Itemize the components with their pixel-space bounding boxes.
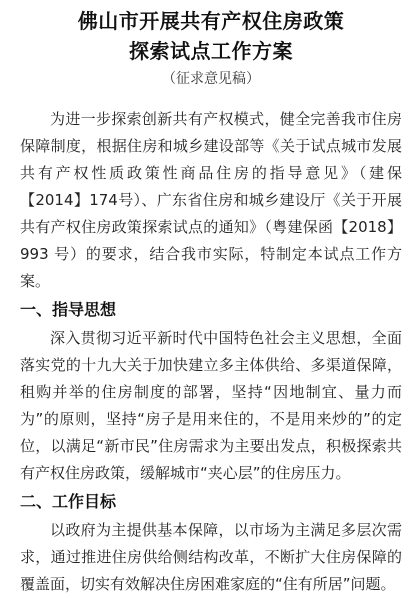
section-heading-work-goals: 二、工作目标 bbox=[20, 492, 117, 511]
work-goals-paragraph: 以政府为主提供基本保障，以市场为主满足多层次需求，通过推进住房供给侧结构改革，不断扩大住房保障的覆盖面，切实有效解决住房困难家庭的“住有所居”问题。 bbox=[20, 521, 402, 593]
document-title-line-1: 佛山市开展共有产权住房政策 bbox=[77, 9, 345, 33]
guiding-ideology-paragraph: 深入贯彻习近平新时代中国特色社会主义思想，全面落实党的十九大关于加快建立多主体供给、多渠道保障，租购并举的住房制度的部署，坚持“因地制宜、量力而为”的原则，坚持“房子是用来住的，不是用来炒的”的定位，以满足“新市民”住房需求为主要出发点，积极探索共有产权住房政策，缓解城市“夹心层”的住房压力。 bbox=[20, 329, 402, 482]
document-title-line-2: 探索试点工作方案 bbox=[129, 39, 293, 63]
document-subtitle: （征求意见稿） bbox=[162, 71, 260, 87]
section-heading-guiding-ideology: 一、指导思想 bbox=[20, 300, 117, 319]
intro-paragraph: 为进一步探索创新共有产权模式，健全完善我市住房保障制度，根据住房和城乡建设部等《关于试点城市发展共有产权性质政策性商品住房的指导意见》（建保【2014】174号）、广东省住房和城乡建设厅《关于开展共有产权住房政策探索试点的通知》（粤建保函【2018】993 号）的要求，结合我市实际，特制定本试点工作方案。 bbox=[20, 110, 402, 290]
